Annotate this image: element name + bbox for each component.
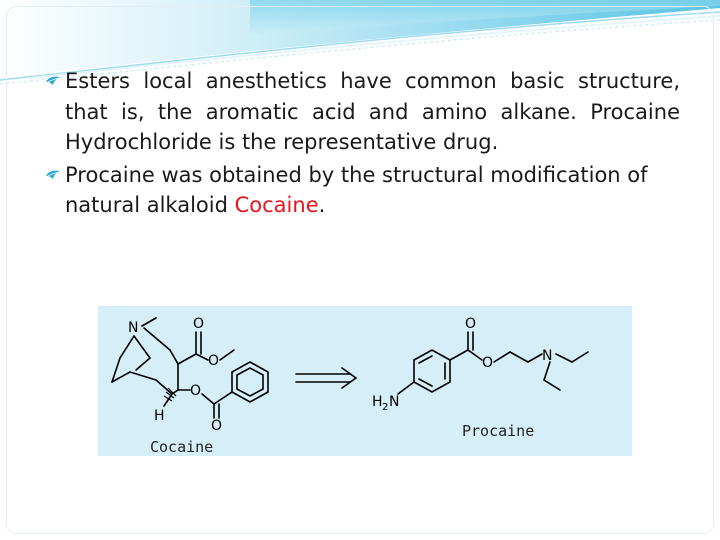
cocaine-caption: Cocaine — [150, 438, 214, 456]
atom-label-nitrogen: N — [128, 320, 139, 336]
atom-label-nitrogen: N — [542, 348, 553, 364]
procaine-caption: Procaine — [462, 422, 535, 440]
svg-text:N: N — [389, 394, 400, 410]
svg-text:2: 2 — [382, 402, 389, 413]
cyan-arrow-bullet-icon — [45, 169, 62, 182]
cocaine-hash-bond — [164, 388, 176, 401]
cyan-arrow-bullet-icon — [45, 75, 62, 88]
bullet-item-procaine — [44, 160, 680, 221]
atom-label-oxygen: O — [211, 418, 223, 434]
amino-group-label — [372, 394, 399, 413]
bullet-list — [44, 66, 680, 223]
bullet-text: Procaine was obtained by the structural modification of natural alkaloid — [65, 162, 648, 217]
atom-label-hydrogen: H — [154, 408, 165, 424]
atom-label-oxygen: O — [208, 353, 220, 369]
svg-text:H: H — [372, 394, 383, 410]
structure-figure — [98, 306, 632, 456]
atom-label-oxygen: O — [482, 355, 494, 371]
cocaine-highlight: Cocaine — [234, 193, 319, 217]
bullet-punctuation: . — [318, 193, 326, 217]
atom-label-oxygen: O — [193, 316, 205, 332]
atom-label-oxygen: O — [465, 316, 477, 332]
reaction-scheme — [98, 306, 632, 456]
atom-label-oxygen: O — [190, 383, 202, 399]
reaction-arrow — [296, 368, 356, 388]
bullet-text: Esters local anesthetics have common basic structure, that is, the aromatic acid and amino alkane. Procaine Hydrochloride is the representative drug. — [65, 69, 680, 154]
bullet-item-esters — [44, 66, 680, 158]
